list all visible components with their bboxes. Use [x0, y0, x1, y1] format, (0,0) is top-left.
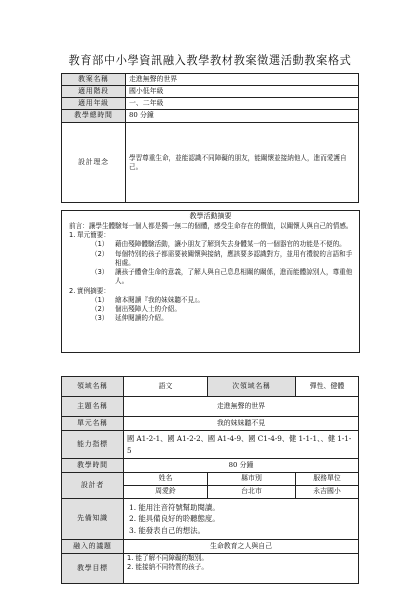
- label-prior-knowledge: 先備知識: [62, 499, 124, 540]
- info-row-total-time: [62, 110, 359, 123]
- item-number: （2）: [91, 249, 109, 258]
- label-grade: 適用年級: [62, 98, 126, 110]
- value-subdomain: 彈性、健體: [296, 377, 359, 397]
- item-number: （2）: [91, 304, 109, 313]
- label-time: 教學時間: [62, 459, 124, 473]
- list-item: 3. 能發表自己的想法。: [129, 525, 205, 535]
- item-text: 每個特別的孩子都需要被關懷與接納，應該要多認識對方，並用有禮貌的言語和手相處。: [115, 249, 353, 267]
- label-ability: 能力指標: [62, 431, 124, 459]
- designer-name: 周愛鈴: [124, 486, 208, 499]
- detail-row-goals: [62, 554, 359, 584]
- detail-row-ability: [62, 431, 359, 459]
- value-prior-knowledge: [124, 499, 359, 540]
- section-number: 1.: [69, 231, 76, 240]
- list-item: 2. 能接納不同特質的孩子。: [127, 562, 208, 571]
- value-total-time: 80 分鐘: [126, 110, 359, 123]
- item-number: （1）: [91, 240, 109, 249]
- item-text: 讓孩子體會生命的意義，了解人與自己息息相關的關係，進而能體諒別人，尊重他人。: [115, 268, 353, 286]
- value-lesson-name: 走進無聲的世界: [126, 74, 359, 86]
- section-title: 單元簡要：: [77, 231, 110, 240]
- designer-school: 永吉國小: [296, 486, 359, 499]
- list-item: 1. 能用注音符號幫助閱讀。: [129, 503, 220, 513]
- designer-city: 台北市: [208, 486, 296, 499]
- item-text: 延伸閱讀的介紹。: [115, 314, 168, 323]
- summary-intro: 前言：讓學生體驗每一個人都是獨一無二的個體，感受生命存在的價值，以關懷人與自己的情感。: [69, 222, 353, 230]
- label-total-time: 教學總時間: [62, 110, 126, 123]
- value-goals: [124, 554, 359, 584]
- label-design-concept: 設計理念: [62, 123, 126, 203]
- lesson-detail-table: [61, 376, 359, 584]
- label-goals: 教學目標: [62, 554, 124, 584]
- detail-row-issue: [62, 540, 359, 554]
- label-stage: 適用階段: [62, 86, 126, 98]
- item-number: （3）: [91, 268, 109, 277]
- section-title: 實例摘要：: [77, 286, 110, 295]
- item-text: 個出殘障人士的介紹。: [115, 304, 181, 313]
- summary-section-2: [69, 287, 353, 324]
- value-ability: 國 A1-2-1、國 A1-2-2、國 A1-4-9、國 C1-4-9、健 1-1-1、、健 1-1-5: [124, 431, 359, 459]
- item-number: （3）: [91, 314, 109, 323]
- value-theme: 走進無聲的世界: [124, 397, 359, 417]
- page-title: 教育部中小學資訊融入教學教材教案徵選活動教案格式: [68, 54, 352, 67]
- list-item: [69, 296, 353, 305]
- value-domain: 語文: [124, 377, 208, 397]
- info-row-grade: [62, 98, 359, 110]
- label-issue: 融入的議題: [62, 540, 124, 554]
- value-issue: 生命教育之人與自己: [124, 540, 359, 554]
- label-lesson-name: 教案名稱: [62, 74, 126, 86]
- detail-row-unit: [62, 417, 359, 431]
- summary-body: [62, 222, 359, 352]
- value-grade: 一、二年級: [126, 98, 359, 110]
- section-number: 2.: [69, 286, 76, 295]
- label-designer: 設計者: [62, 473, 124, 499]
- detail-row-time: [62, 459, 359, 473]
- list-item: [69, 240, 353, 249]
- detail-row-designer-header: [62, 473, 359, 486]
- list-item: [69, 250, 353, 268]
- list-item: [69, 305, 353, 314]
- designer-header-city: 縣市別: [208, 473, 296, 486]
- item-text: 繪本閱讀『我的妹妹聽不見』。: [115, 295, 205, 304]
- list-item: [69, 314, 353, 323]
- detail-row-prior-knowledge: [62, 499, 359, 540]
- info-row-stage: [62, 86, 359, 98]
- value-design-concept: 學習尊重生命，並能認識不同障礙的朋友，能關懷並接納他人，進而愛護自己。: [126, 123, 359, 203]
- detail-row-theme: [62, 397, 359, 417]
- list-item: [69, 268, 353, 286]
- label-subdomain: 次領域名稱: [208, 377, 296, 397]
- list-item: 1. 能了解不同障礙的類別。: [127, 554, 208, 562]
- summary-section-1: [69, 231, 353, 286]
- value-time: 80 分鐘: [124, 459, 359, 473]
- label-domain: 領域名稱: [62, 377, 124, 397]
- list-item: 2. 能具備良好的聆聽態度。: [129, 514, 220, 524]
- summary-heading: 教學活動摘要: [189, 212, 232, 220]
- info-row-design-concept: [62, 123, 359, 203]
- designer-header-name: 姓名: [124, 473, 208, 486]
- item-text: 藉由殘障體驗活動，讓小朋友了解到失去身體某一的一個器官的功能是不便的。: [115, 240, 346, 249]
- designer-header-unit: 服務單位: [296, 473, 359, 486]
- item-number: （1）: [91, 295, 109, 304]
- detail-row-domain: [62, 377, 359, 397]
- label-theme: 主題名稱: [62, 397, 124, 417]
- value-stage: 國小低年級: [126, 86, 359, 98]
- lesson-info-table: [61, 73, 359, 203]
- value-unit: 我的妹妹聽不見: [124, 417, 359, 431]
- teaching-summary: [61, 210, 360, 353]
- label-unit: 單元名稱: [62, 417, 124, 431]
- info-row-lesson-name: [62, 74, 359, 86]
